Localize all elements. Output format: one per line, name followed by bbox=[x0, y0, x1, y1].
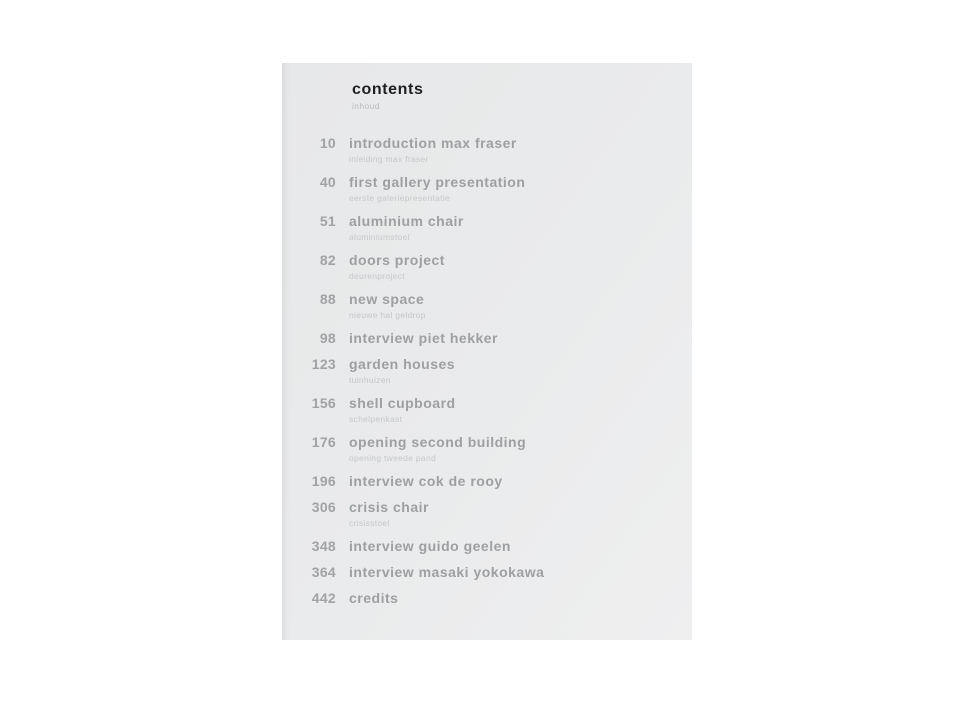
toc-entry-title: opening second building bbox=[349, 434, 527, 450]
toc-entry-text bbox=[349, 174, 525, 203]
toc-entry bbox=[282, 395, 622, 424]
toc-entry-title: new space bbox=[349, 291, 425, 307]
toc-entry bbox=[282, 499, 622, 528]
toc-entry-subtitle: eerste galeriepresentatie bbox=[349, 193, 451, 203]
toc-page-number: 196 bbox=[311, 473, 336, 489]
toc-entry bbox=[282, 356, 622, 385]
toc-entry-title: doors project bbox=[349, 252, 445, 268]
toc-page-number: 442 bbox=[311, 590, 336, 606]
toc-entry-subtitle: schelpenkast bbox=[349, 414, 403, 424]
toc-entry bbox=[282, 538, 622, 554]
toc-entry bbox=[282, 252, 622, 281]
toc-page-number: 123 bbox=[311, 356, 336, 372]
contents-header bbox=[352, 80, 692, 111]
toc-entry-title: interview masaki yokokawa bbox=[349, 564, 545, 580]
toc-page-number: 156 bbox=[311, 395, 336, 411]
toc-page-number: 176 bbox=[311, 434, 336, 450]
toc-entry-text bbox=[349, 473, 503, 489]
toc-entry-subtitle: deurenproject bbox=[349, 271, 405, 281]
toc-entry-title: aluminium chair bbox=[349, 213, 464, 229]
toc-entry-text bbox=[349, 135, 517, 164]
toc-entry-text bbox=[349, 538, 511, 554]
toc-entry-title: introduction max fraser bbox=[349, 135, 517, 151]
toc-entry-text bbox=[349, 356, 455, 385]
toc-entry-text bbox=[349, 291, 426, 320]
toc-page-number: 88 bbox=[319, 291, 336, 307]
toc-page-number: 98 bbox=[319, 330, 336, 346]
toc-entry bbox=[282, 213, 622, 242]
page-subtitle: inhoud bbox=[352, 101, 380, 111]
toc-entry-title: crisis chair bbox=[349, 499, 429, 515]
toc-entry bbox=[282, 174, 622, 203]
toc-entry bbox=[282, 330, 622, 346]
toc-page-number: 364 bbox=[311, 564, 336, 580]
toc-entry-subtitle: crisisstoel bbox=[349, 518, 390, 528]
toc-entry-title: first gallery presentation bbox=[349, 174, 526, 190]
toc-entry-text bbox=[349, 252, 445, 281]
toc-entry bbox=[282, 564, 622, 580]
toc-page-number: 306 bbox=[311, 499, 336, 515]
toc-entry-text bbox=[349, 395, 456, 424]
toc-entry-subtitle: tuinhuizen bbox=[349, 375, 391, 385]
toc-entry bbox=[282, 291, 622, 320]
toc-entry-title: interview cok de rooy bbox=[349, 473, 503, 489]
toc-entry-text bbox=[349, 434, 526, 463]
toc-entry-subtitle: inleiding max fraser bbox=[349, 154, 429, 164]
toc-page-number: 40 bbox=[319, 174, 336, 190]
toc-entry-text bbox=[349, 590, 398, 606]
toc-page-number: 82 bbox=[319, 252, 336, 268]
toc-entry-title: garden houses bbox=[349, 356, 456, 372]
toc-entry-subtitle: opening tweede pand bbox=[349, 453, 436, 463]
toc-entry-title: credits bbox=[349, 590, 399, 606]
page-title: contents bbox=[352, 81, 424, 98]
toc-entry bbox=[282, 590, 622, 606]
toc-entry-title: interview piet hekker bbox=[349, 330, 499, 346]
toc-entry-title: interview guido geelen bbox=[349, 538, 511, 554]
toc-page-number: 10 bbox=[319, 135, 336, 151]
toc-entry-text bbox=[349, 330, 498, 346]
toc-entry-subtitle: aluminiumstoel bbox=[349, 232, 410, 242]
toc-page-number: 348 bbox=[311, 538, 336, 554]
toc-entry-text bbox=[349, 499, 429, 528]
toc-entry-subtitle: nieuwe hal geldrop bbox=[349, 310, 426, 320]
toc-entry bbox=[282, 135, 622, 164]
toc-page-number: 51 bbox=[319, 213, 336, 229]
toc-entry bbox=[282, 473, 622, 489]
toc-entry-text bbox=[349, 213, 464, 242]
toc-list bbox=[282, 135, 622, 606]
toc-entry-text bbox=[349, 564, 544, 580]
toc-entry bbox=[282, 434, 622, 463]
contents-page bbox=[282, 63, 692, 640]
toc-entry-title: shell cupboard bbox=[349, 395, 456, 411]
